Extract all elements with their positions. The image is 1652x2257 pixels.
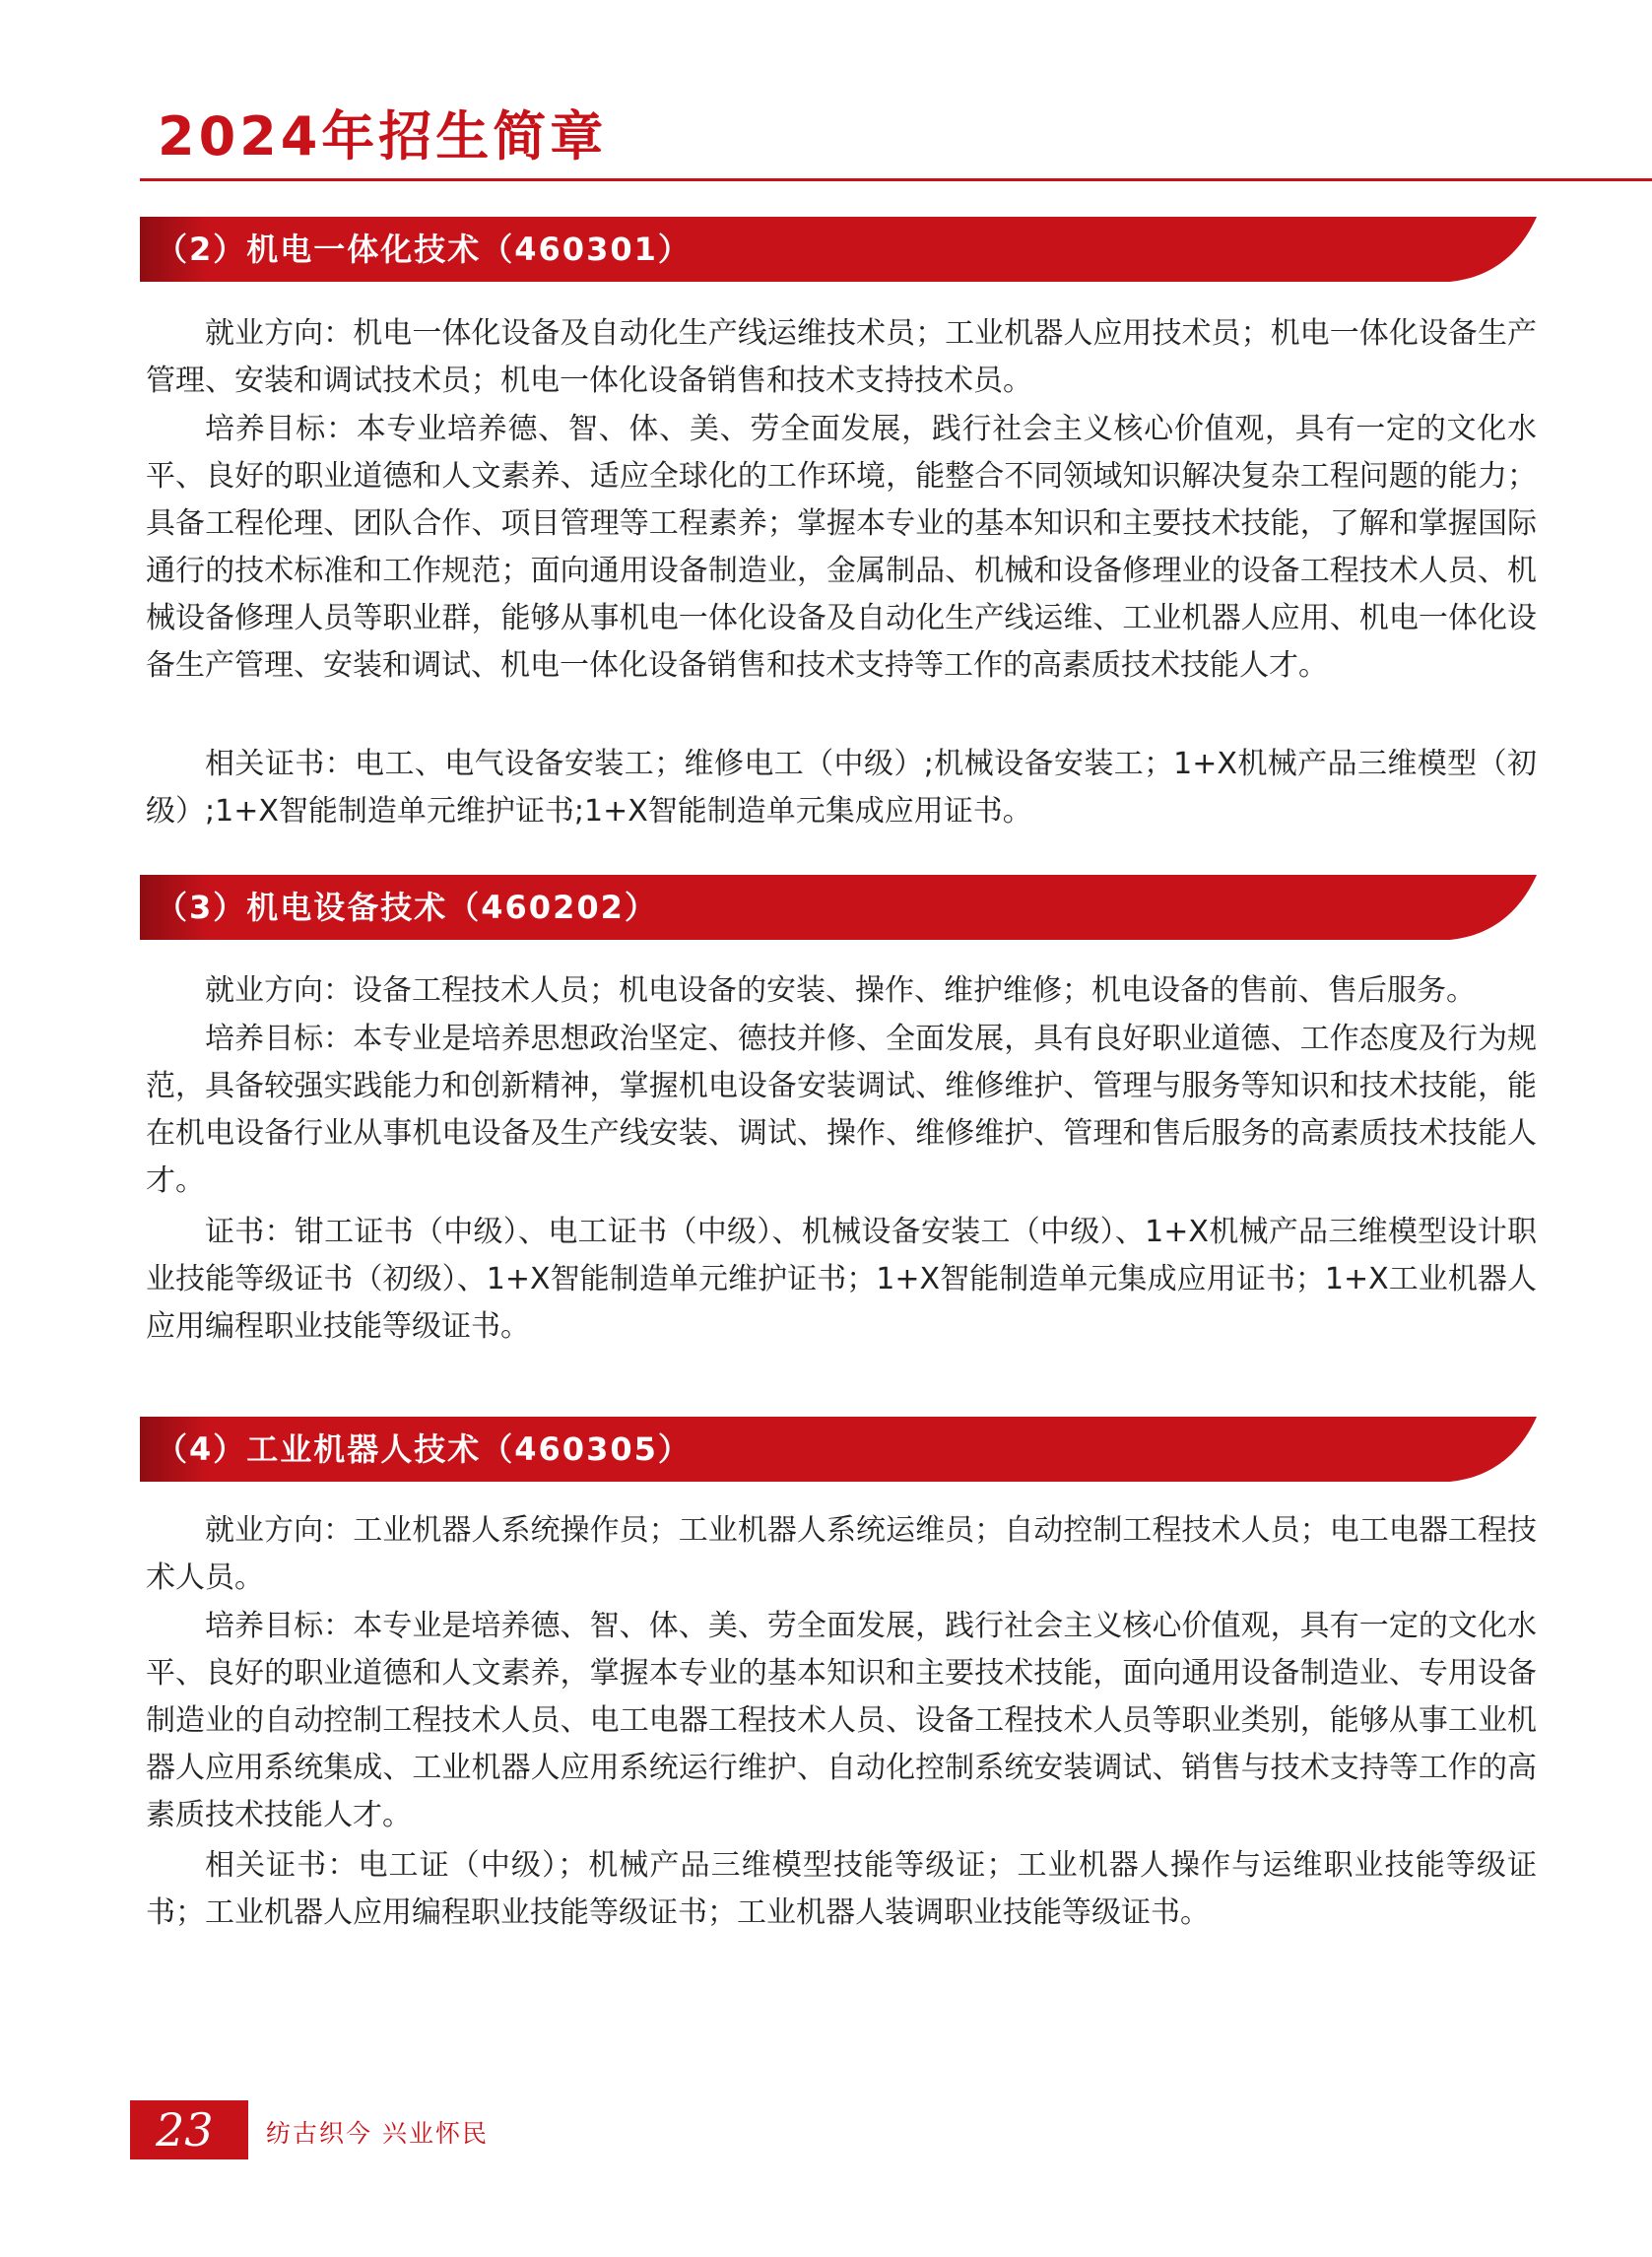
paragraph-goal: 培养目标：本专业培养德、智、体、美、劳全面发展，践行社会主义核心价值观，具有一定的文化水平、良好的职业道德和人文素养、适应全球化的工作环境，能整合不同领域知识解决复杂工程问题的能力；具备工程伦理、团队合作、项目管理等工程素养；掌握本专业的基本知识和主要技术技能，了解和掌握国际通行的技术标准和工作规范；面向通用设备制造业，金属制品、机械和设备修理业的设备工程技术人员、机械设备修理人员等职业群，能够从事机电一体化设备及自动化生产线运维、工业机器人应用、机电一体化设备生产管理、安装和调试、机电一体化设备销售和技术支持等工作的高素质技术技能人才。 <box>146 412 1537 683</box>
paragraph-certificates: 相关证书：电工、电气设备安装工；维修电工（中级）;机械设备安装工；1+X机械产品三维模型（初级）;1+X智能制造单元维护证书;1+X智能制造单元集成应用证书。 <box>146 747 1537 829</box>
page-title: 2024年招生简章 <box>158 105 608 167</box>
paragraph-goal: 培养目标：本专业是培养德、智、体、美、劳全面发展，践行社会主义核心价值观，具有一定的文化水平、良好的职业道德和人文素养，掌握本专业的基本知识和主要技术技能，面向通用设备制造业、专用设备制造业的自动控制工程技术人员、电工电器工程技术人员、设备工程技术人员等职业类别，能够从事工业机器人应用系统集成、工业机器人应用系统运行维护、自动化控制系统安装调试、销售与技术支持等工作的高素质技术技能人才。 <box>146 1609 1537 1832</box>
page-number-box <box>130 2100 248 2159</box>
section-header-bar <box>140 875 1537 940</box>
paragraph-employment: 就业方向：设备工程技术人员；机电设备的安装、操作、维护维修；机电设备的售前、售后服务。 <box>205 973 1476 1008</box>
page-footer <box>130 2100 623 2159</box>
section-header-bar <box>140 1417 1537 1482</box>
header-rule <box>140 178 1652 181</box>
footer-slogan: 纺古织今 兴业怀民 <box>266 2119 489 2148</box>
section-title: （2）机电一体化技术（460301） <box>156 231 692 268</box>
paragraph-employment: 就业方向：工业机器人系统操作员；工业机器人系统运维员；自动控制工程技术人员；电工电器工程技术人员。 <box>146 1513 1537 1595</box>
page-header <box>0 0 1652 187</box>
paragraph-certificates: 相关证书：电工证（中级）；机械产品三维模型技能等级证；工业机器人操作与运维职业技能等级证书；工业机器人应用编程职业技能等级证书；工业机器人装调职业技能等级证书。 <box>146 1848 1537 1930</box>
paragraph-employment: 就业方向：机电一体化设备及自动化生产线运维技术员；工业机器人应用技术员；机电一体化设备生产管理、安装和调试技术员；机电一体化设备销售和技术支持技术员。 <box>146 316 1537 398</box>
section-title: （3）机电设备技术（460202） <box>156 889 658 926</box>
paragraph-goal: 培养目标：本专业是培养思想政治坚定、德技并修、全面发展，具有良好职业道德、工作态度及行为规范，具备较强实践能力和创新精神，掌握机电设备安装调试、维修维护、管理与服务等知识和技术技能，能在机电设备行业从事机电设备及生产线安装、调试、操作、维修维护、管理和售后服务的高素质技术技能人才。 <box>146 1022 1537 1198</box>
paragraph-certificates: 证书：钳工证书（中级）、电工证书（中级）、机械设备安装工（中级）、1+X机械产品三维模型设计职业技能等级证书（初级）、1+X智能制造单元维护证书；1+X智能制造单元集成应用证书；1+X工业机器人应用编程职业技能等级证书。 <box>146 1215 1537 1344</box>
page-number: 23 <box>156 2103 214 2157</box>
section-title: （4）工业机器人技术（460305） <box>156 1430 692 1468</box>
section-header-bar <box>140 217 1537 282</box>
